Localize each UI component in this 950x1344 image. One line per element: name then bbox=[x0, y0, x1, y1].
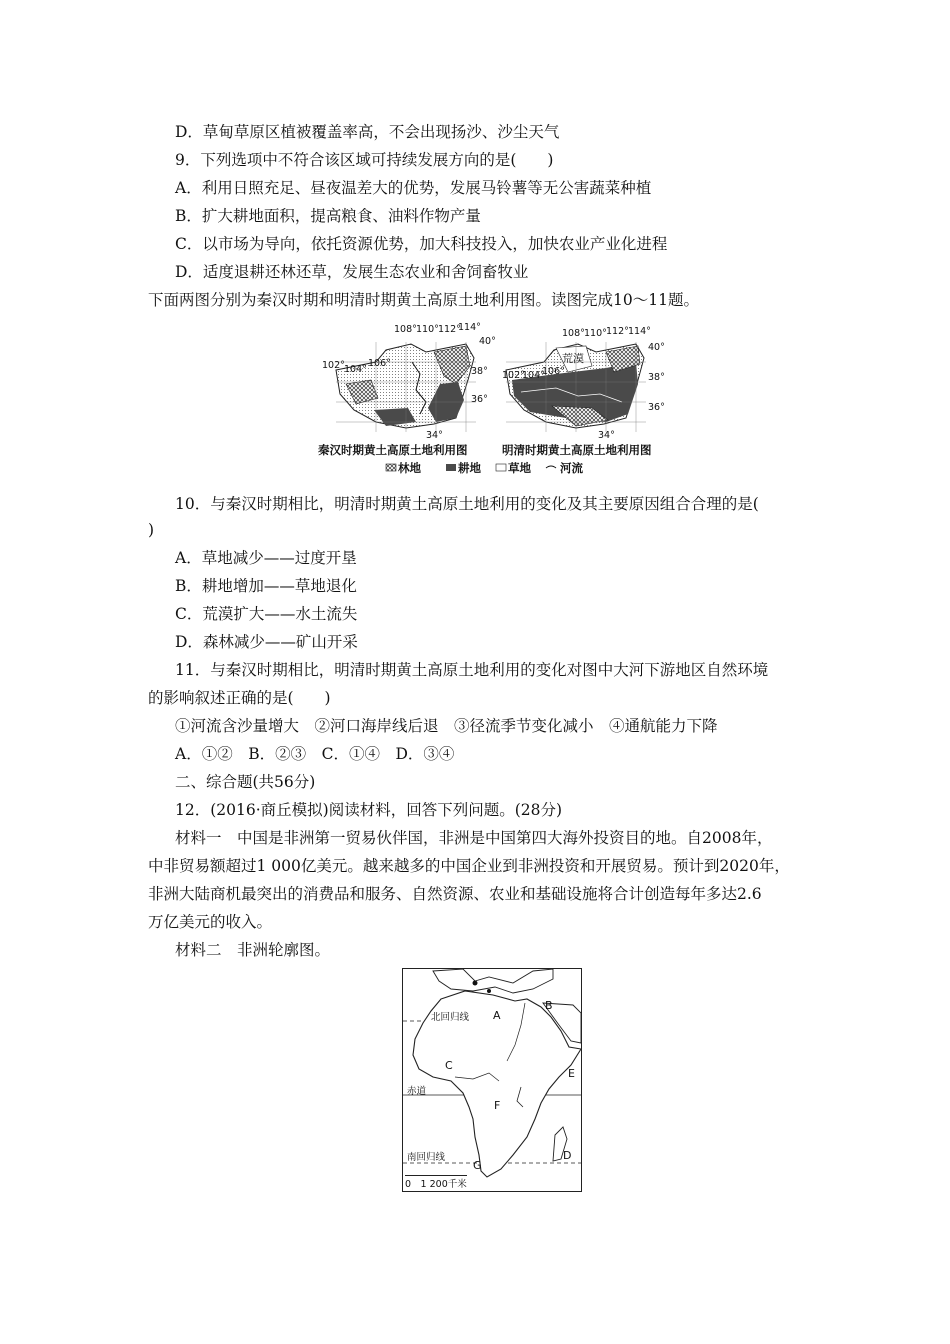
tropic-north-label: 北回归线 bbox=[431, 1012, 470, 1023]
point-f: F bbox=[494, 1099, 501, 1112]
lon-label: 110° bbox=[416, 324, 439, 335]
point-c: C bbox=[445, 1059, 453, 1072]
lat-label: 34° bbox=[598, 430, 615, 441]
lat-label: 38° bbox=[471, 366, 488, 377]
q11-statements: ①河流含沙量增大 ②河口海岸线后退 ③径流季节变化减小 ④通航能力下降 bbox=[175, 717, 718, 735]
q9-option-c: C．以市场为导向，依托资源优势，加大科技投入，加快农业产业化进程 bbox=[175, 235, 668, 253]
q9-stem: 9．下列选项中不符合该区域可持续发展方向的是( ) bbox=[175, 151, 554, 169]
lon-label: 102° bbox=[322, 360, 345, 371]
tropic-south-label: 南回归线 bbox=[407, 1152, 446, 1163]
q9-option-a: A．利用日照充足、昼夜温差大的优势，发展马铃薯等无公害蔬菜种植 bbox=[175, 179, 652, 197]
point-a: A bbox=[493, 1009, 501, 1022]
lat-label: 40° bbox=[479, 336, 496, 347]
material2-title: 材料二 非洲轮廓图。 bbox=[175, 941, 331, 959]
material1-line: 万亿美元的收入。 bbox=[148, 913, 273, 931]
q10-stem-2: ) bbox=[148, 521, 155, 539]
africa-outline-map bbox=[402, 968, 582, 1192]
point-b: B bbox=[545, 999, 553, 1012]
legend-forest: 林地 bbox=[398, 461, 421, 475]
loess-maps-graphic bbox=[316, 322, 676, 482]
lon-label: 112° bbox=[438, 324, 461, 335]
section-title: 二、综合题(共56分) bbox=[175, 773, 316, 791]
point-e: E bbox=[568, 1067, 575, 1080]
q12-stem: 12．(2016·商丘模拟)阅读材料，回答下列问题。(28分) bbox=[175, 801, 563, 819]
q10-option-b: B．耕地增加——草地退化 bbox=[175, 577, 357, 595]
q11-stem-1: 11．与秦汉时期相比，明清时期黄土高原土地利用的变化对图中大河下游地区自然环境 bbox=[175, 661, 769, 679]
lon-label: 104° bbox=[522, 370, 545, 381]
lon-label: 114° bbox=[628, 326, 651, 337]
material1-line: 非洲大陆商机最突出的消费品和服务、自然资源、农业和基础设施将合计创造每年多达2.6 bbox=[148, 885, 762, 903]
lat-label: 36° bbox=[648, 402, 665, 413]
lon-label: 106° bbox=[542, 366, 565, 377]
q10-option-a: A．草地减少——过度开垦 bbox=[175, 549, 357, 567]
q11-stem-2: 的影响叙述正确的是( ) bbox=[148, 689, 331, 707]
caption-qinhan: 秦汉时期黄土高原土地利用图 bbox=[318, 443, 468, 457]
material1-line: 材料一 中国是非洲第一贸易伙伴国，非洲是中国第四大海外投资目的地。自2008年， bbox=[175, 829, 773, 847]
lon-label: 114° bbox=[458, 322, 481, 333]
lat-label: 40° bbox=[648, 342, 665, 353]
desert-label: 荒漠 bbox=[562, 352, 584, 365]
lon-label: 104° bbox=[344, 364, 367, 375]
q9-option-b: B．扩大耕地面积，提高粮食、油料作物产量 bbox=[175, 207, 481, 225]
lon-label: 106° bbox=[368, 358, 391, 369]
equator-label: 赤道 bbox=[407, 1086, 427, 1097]
intro-10-11: 下面两图分别为秦汉时期和明清时期黄土高原土地利用图。读图完成10～11题。 bbox=[148, 291, 699, 309]
q8-option-d: D．草甸草原区植被覆盖率高，不会出现扬沙、沙尘天气 bbox=[175, 123, 560, 141]
q10-stem-1: 10．与秦汉时期相比，明清时期黄土高原土地利用的变化及其主要原因组合合理的是( bbox=[175, 495, 759, 513]
lon-label: 102° bbox=[502, 370, 525, 381]
q10-option-d: D．森林减少——矿山开采 bbox=[175, 633, 358, 651]
q9-option-d: D．适度退耕还林还草，发展生态农业和舍饲畜牧业 bbox=[175, 263, 529, 281]
point-d: D bbox=[563, 1149, 572, 1162]
legend-grassland: 草地 bbox=[508, 461, 531, 475]
caption-mingqing: 明清时期黄土高原土地利用图 bbox=[502, 443, 652, 457]
lat-label: 38° bbox=[648, 372, 665, 383]
lon-label: 112° bbox=[606, 326, 629, 337]
lon-label: 108° bbox=[394, 324, 417, 335]
point-g: G bbox=[473, 1159, 482, 1172]
legend-river: 河流 bbox=[560, 461, 583, 475]
scale-bar: 0 1 200千米 bbox=[405, 1175, 467, 1190]
material1-line: 中非贸易额超过1 000亿美元。越来越多的中国企业到非洲投资和开展贸易。预计到2020年， bbox=[148, 857, 790, 875]
q11-choices: A．①② B．②③ C．①④ D．③④ bbox=[175, 745, 455, 763]
loess-plateau-figure bbox=[316, 322, 676, 482]
lat-label: 34° bbox=[426, 430, 443, 441]
lon-label: 110° bbox=[584, 328, 607, 339]
lon-label: 108° bbox=[562, 328, 585, 339]
lat-label: 36° bbox=[471, 394, 488, 405]
q10-option-c: C．荒漠扩大——水土流失 bbox=[175, 605, 358, 623]
qinhan-map bbox=[336, 342, 476, 432]
legend-farmland: 耕地 bbox=[458, 461, 481, 475]
